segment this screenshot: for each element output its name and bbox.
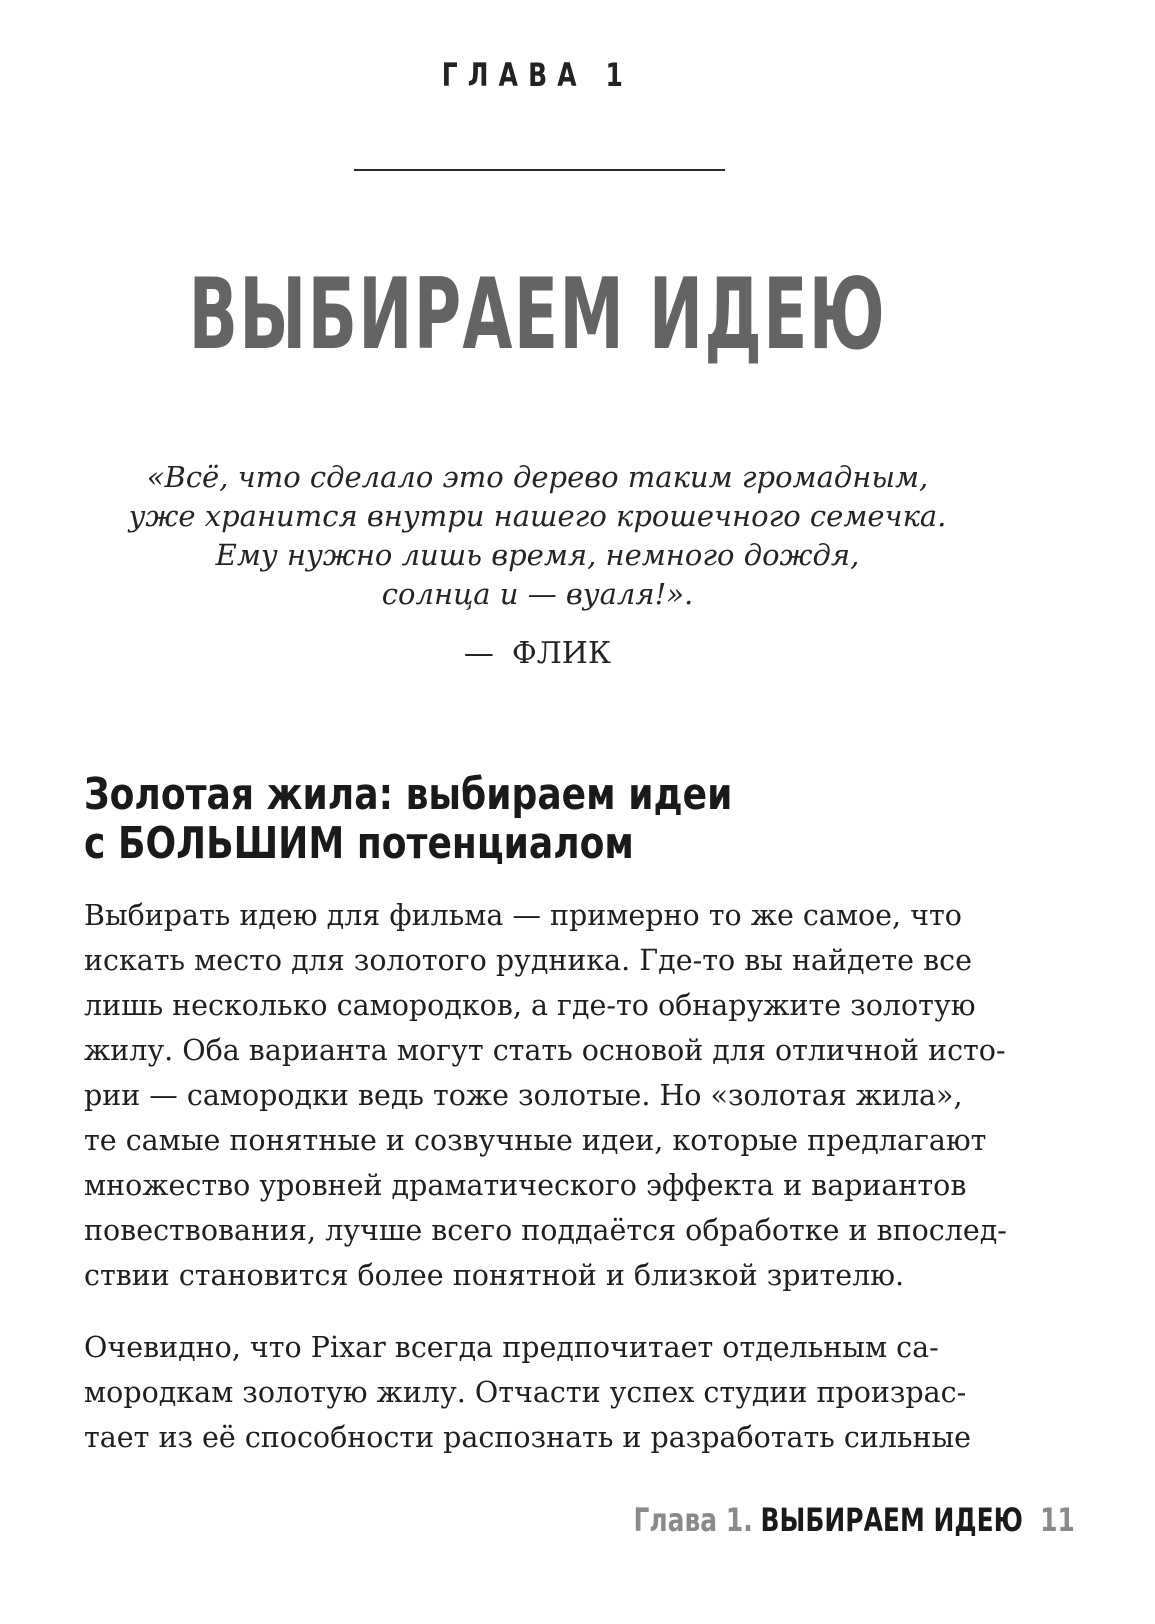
paragraph-1 [84, 893, 1007, 1298]
paragraph-line: мородкам золотую жилу. Отчасти успех студии произрас- [84, 1376, 967, 1409]
section-heading-line: Золотая жила: выбираем идеи [84, 769, 733, 820]
paragraph-line: множество уровней драматического эффекта и вариантов [84, 1169, 967, 1202]
epigraph-attribution [0, 636, 1075, 671]
section-heading [84, 769, 733, 869]
paragraph-line: Очевидно, что Pixar всегда предпочитает отдельным са- [84, 1331, 939, 1364]
epigraph-line: солнца и — вуаля!». [381, 577, 694, 611]
epigraph-line: уже хранится внутри нашего крошечного семечка. [128, 499, 947, 533]
running-footer [634, 1501, 1075, 1539]
footer-chapter-label: Глава 1. [633, 1501, 753, 1539]
paragraph-line: жилу. Оба варианта могут стать основой для отличной исто- [84, 1034, 1006, 1067]
paragraph-line: тает из её способности распознать и разработать сильные [84, 1421, 972, 1454]
chapter-label: ГЛАВА 1 [441, 56, 634, 94]
paragraph-line: ствии становится более понятной и близкой зрителю. [84, 1259, 905, 1292]
paragraph-line: искать место для золотого рудника. Где-то вы найдете все [84, 944, 972, 977]
epigraph-author: ФЛИК [511, 636, 612, 671]
paragraph-line: рии — самородки ведь тоже золотые. Но «золотая жила», [84, 1079, 963, 1112]
epigraph-line: «Всё, что сделало это дерево таким громадным, [146, 460, 929, 494]
section-heading-line: с БОЛЬШИМ потенциалом [84, 818, 634, 869]
paragraph-line: те самые понятные и созвучные идеи, которые предлагают [84, 1124, 987, 1157]
paragraph-line: повествования, лучше всего поддаётся обработке и впослед- [84, 1214, 1007, 1247]
chapter-title: ВЫБИРАЕМ ИДЕЮ [188, 258, 886, 372]
epigraph-quote [0, 458, 1075, 614]
page-number: 11 [1040, 1501, 1075, 1539]
paragraph-line: лишь несколько самородков, а где-то обнаружите золотую [84, 989, 976, 1022]
footer-chapter-title: ВЫБИРАЕМ ИДЕЮ [760, 1501, 1024, 1539]
epigraph-line: Ему нужно лишь время, немного дождя, [215, 538, 860, 572]
paragraph-2 [84, 1325, 984, 1460]
chapter-divider [354, 169, 725, 171]
paragraph-line: Выбирать идею для фильма — примерно то же самое, что [84, 899, 962, 932]
attribution-dash: — [463, 636, 494, 671]
